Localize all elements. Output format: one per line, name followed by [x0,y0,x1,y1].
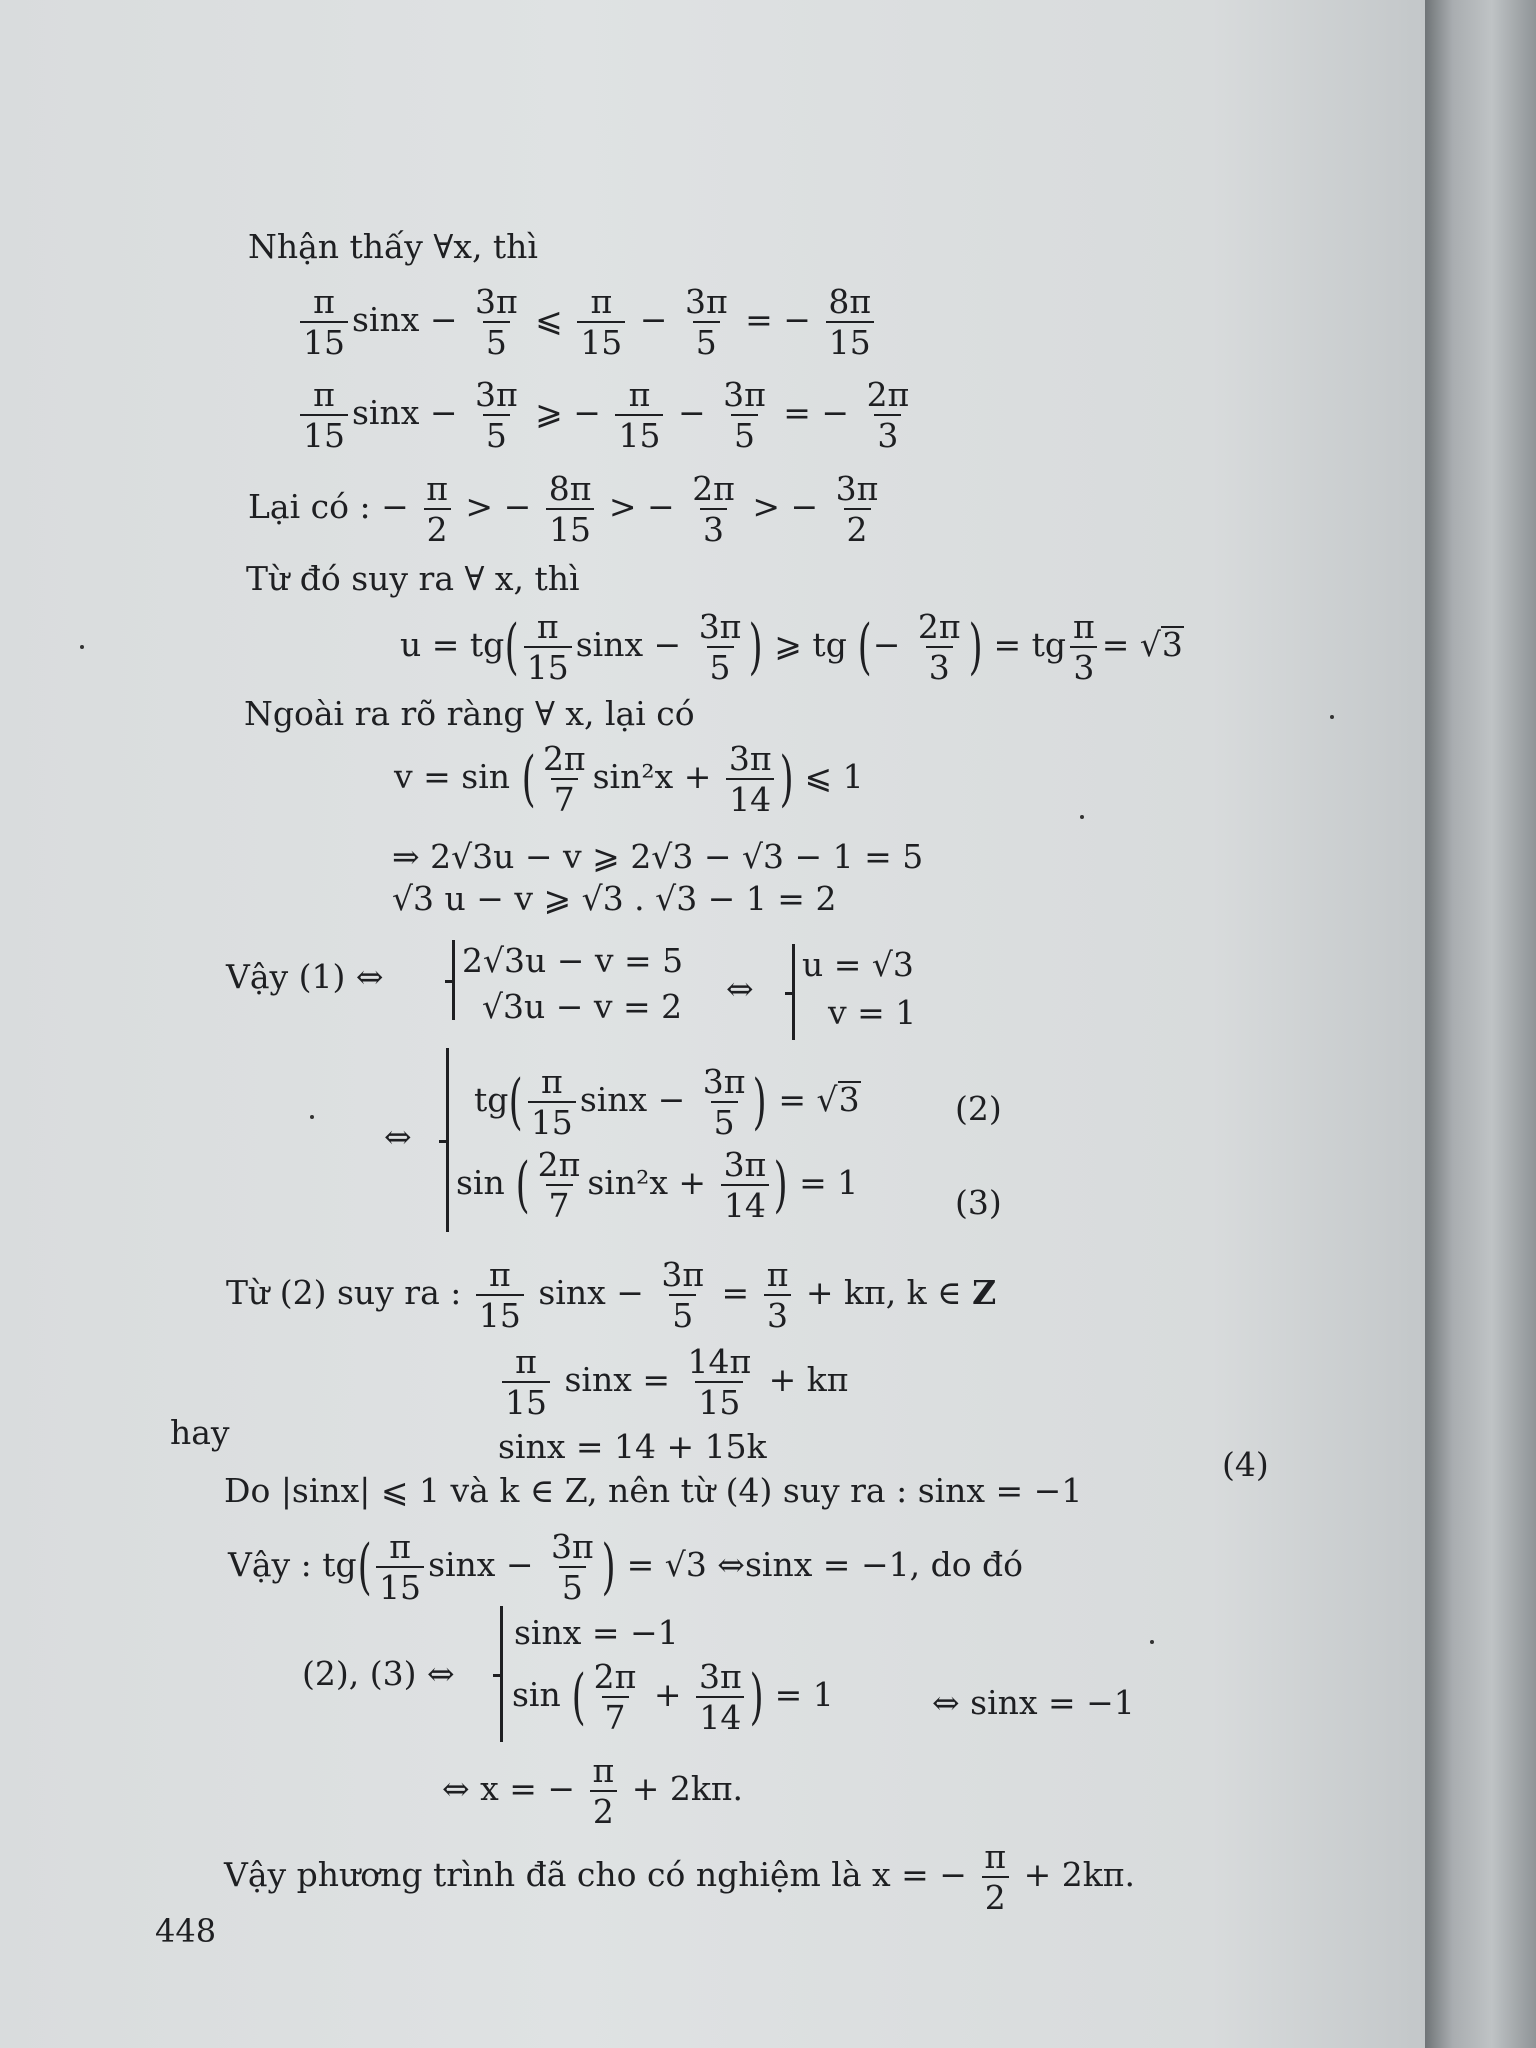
speck [1330,715,1334,719]
v-equation: v = sin ( $\frac{2\pi}{7}$ sin²x + $\frac{3\pi}{14}$ ) ⩽ 1 [394,739,864,819]
text-line: Từ đó suy ra ∀ x, thì [246,559,580,598]
iff-symbol: ⇔ [384,1117,412,1156]
system-line: tg( $\frac{\pi}{15}$ sinx − $\frac{3\pi}{5}$ ) = √3 [474,1062,860,1142]
text-line: Vậy : tg [228,1545,357,1584]
brace [446,1048,449,1232]
speck [1150,1640,1154,1644]
system-line: √3u − v = 2 [482,987,683,1026]
brace [792,944,795,1040]
derivation-line: $\frac{\pi}{15}$ sinx = $\frac{14\pi}{15}$ + kπ [498,1345,849,1419]
equation-line: √3 u − v ⩾ √3 . √3 − 1 = 2 [392,879,837,918]
text-line: = √3 ⇔sinx = −1, do đó [626,1545,1024,1584]
text-line: Lại có : [248,487,371,526]
text-line: Ngoài ra rõ ràng ∀ x, lại có [244,694,695,733]
system-line: sin ( $\frac{2\pi}{7}$ sin²x + $\frac{3\pi}{14}$ ) = 1 [456,1145,859,1225]
equation-tag: (4) [1222,1445,1269,1484]
speck [310,1115,314,1119]
equation-line: ⇒ 2√3u − v ⩾ 2√3 − √3 − 1 = 5 [392,837,924,876]
system-line: u = √3 [802,945,914,984]
iff-symbol: ⇔ [726,969,754,1008]
speck [1080,815,1084,819]
system-line: sinx = −1 [514,1613,679,1652]
text-line: + 2kπ. [1023,1855,1135,1894]
text-line: Vậy phương trình đã cho có nghiệm là x = − [224,1855,967,1894]
system-line: sin ( $\frac{2\pi}{7}$ + $\frac{3\pi}{14}$ ) = 1 [512,1657,834,1737]
system-line: 2√3u − v = 5 [462,941,684,980]
text-line: Nhận thấy ∀x, thì [248,227,538,266]
inequality-2: $\frac{\pi}{15}$ sinx − $\frac{3\pi}{5}$ ⩾ − $\frac{\pi}{15}$ − $\frac{3\pi}{5}$ = − $\frac{2\pi}{3}$ [296,378,916,452]
page-edge [1425,0,1536,2048]
text-line: Từ (2) suy ra : [226,1273,462,1312]
derivation-line: Vậy : tg( $\frac{\pi}{15}$ sinx − $\frac{3\pi}{5}$ ) = √3 ⇔sinx = −1, do đó [228,1527,1024,1607]
derivation-line: ⇔ x = − $\frac{\pi}{2}$ + 2kπ. [442,1751,744,1831]
page-number: 448 [155,1912,217,1950]
speck [80,645,84,649]
conclusion-line: Vậy phương trình đã cho có nghiệm là x = − $\frac{\pi}{2}$ + 2kπ. [224,1837,1135,1917]
derivation-line: Từ (2) suy ra : $\frac{\pi}{15}$ sinx − $\frac{3\pi}{5}$ = $\frac{\pi}{3}$ + kπ, k ∈ Z [226,1255,997,1335]
equation-tag: (3) [955,1183,1002,1222]
u-equation: u = tg( $\frac{\pi}{15}$ sinx − $\frac{3\pi}{5}$ ) ⩾ tg (− $\frac{2\pi}{3}$ ) = tg $\frac{\pi}{3}$ = √3 [400,607,1183,687]
brace [452,940,455,1020]
system-line: v = 1 [828,993,917,1032]
derivation-line: sinx = 14 + 15k [498,1427,767,1466]
equation-tag: (2) [955,1089,1002,1128]
text-line: Do |sinx| ⩽ 1 và k ∈ Z, nên từ (4) suy ra : sinx = −1 [224,1471,1083,1510]
text-line: hay [170,1413,230,1452]
text-line: Vậy (1) ⇔ [226,957,384,996]
inequality-1: $\frac{\pi}{15}$ sinx − $\frac{3\pi}{5}$ ⩽ $\frac{\pi}{15}$ − $\frac{3\pi}{5}$ = − $\frac{8\pi}{15}$ [296,285,878,359]
system-line: ⇔ sinx = −1 [932,1683,1135,1722]
text-line: (2), (3) ⇔ [302,1654,455,1693]
brace [500,1606,503,1742]
inequality-chain: Lại có : − $\frac{\pi}{2}$ > − $\frac{8\pi}{15}$ > − $\frac{2\pi}{3}$ > − $\frac{3\pi}{2}$ [248,469,879,549]
